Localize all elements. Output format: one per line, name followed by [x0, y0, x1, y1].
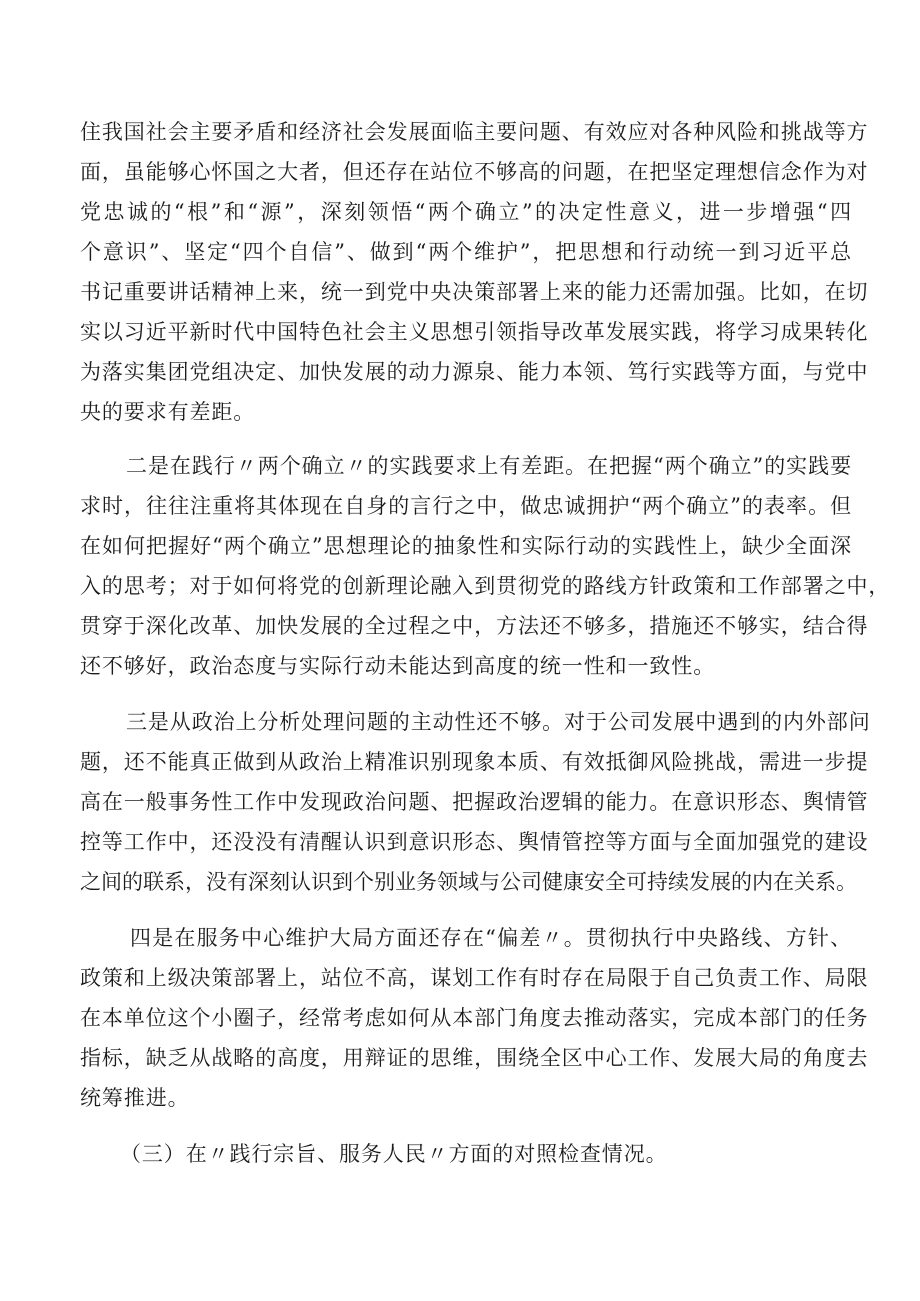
text-line: 央的要求有差距。: [80, 400, 256, 424]
text-line: 入的思考；对于如何将党的创新理论融入到贯彻党的路线方针政策和工作部署之中，: [80, 574, 891, 598]
text-line: 控等工作中，还没没有清醒认识到意识形态、舆情管控等方面与全面加强党的建设: [80, 830, 869, 854]
text-line: 高在一般事务性工作中发现政治问题、把握政治逻辑的能力。在意识形态、舆情管: [80, 790, 869, 814]
paragraph-first-line: 三是从政治上分析处理问题的主动性还不够。对于公司发展中遇到的内外部问: [126, 710, 871, 734]
text-line: 个意识”、坚定“四个自信”、做到“两个维护”，把思想和行动统一到习近平总: [80, 240, 852, 264]
text-line: 党忠诚的“根”和“源”，深刻领悟“两个确立”的决定性意义，进一步增强“四: [80, 200, 852, 224]
section-heading: （三）在〃践行宗旨、服务人民〃方面的对照检查情况。: [120, 1142, 668, 1166]
text-line: 在本单位这个小圈子，经常考虑如何从本部门角度去推动落实，完成本部门的任务: [80, 1006, 869, 1030]
text-line: 贯穿于深化改革、加快发展的全过程之中，方法还不够多，措施还不够实，结合得: [80, 614, 869, 638]
text-line: 面，虽能够心怀国之大者，但还存在站位不够高的问题，在把坚定理想信念作为对: [80, 160, 869, 184]
text-line: 统筹推进。: [80, 1086, 190, 1110]
paragraph-first-line: 二是在践行〃两个确立〃的实践要求上有差距。在把握“两个确立”的实践要: [126, 454, 852, 478]
text-line: 住我国社会主要矛盾和经济社会发展面临主要问题、有效应对各种风险和挑战等方: [80, 120, 869, 144]
text-line: 书记重要讲话精神上来，统一到党中央决策部署上来的能力还需加强。比如，在切: [80, 280, 869, 304]
text-line: 政策和上级决策部署上，站位不高，谋划工作有时存在局限于自己负责工作、局限: [80, 966, 869, 990]
text-line: 求时，往往注重将其体现在自身的言行之中，做忠诚拥护“两个确立”的表率。但: [80, 494, 852, 518]
paragraph-first-line: 四是在服务中心维护大局方面还存在“偏差〃。贯彻执行中央路线、方针、: [130, 926, 852, 950]
text-line: 之间的联系，没有深刻认识到个别业务领域与公司健康安全可持续发展的内在关系。: [80, 870, 857, 894]
text-line: 在如何把握好“两个确立”思想理论的抽象性和实际行动的实践性上，缺少全面深: [80, 534, 852, 558]
text-line: 为落实集团党组决定、加快发展的动力源泉、能力本领、笃行实践等方面，与党中: [80, 360, 869, 384]
text-line: 题，还不能真正做到从政治上精准识别现象本质、有效抵御风险挑战，需进一步提: [80, 750, 869, 774]
text-line: 实以习近平新时代中国特色社会主义思想引领指导改革发展实践，将学习成果转化: [80, 320, 869, 344]
text-line: 指标，缺乏从战略的高度，用辩证的思维，围绕全区中心工作、发展大局的角度去: [80, 1046, 869, 1070]
text-line: 还不够好，政治态度与实际行动未能达到高度的统一性和一致性。: [80, 654, 716, 678]
